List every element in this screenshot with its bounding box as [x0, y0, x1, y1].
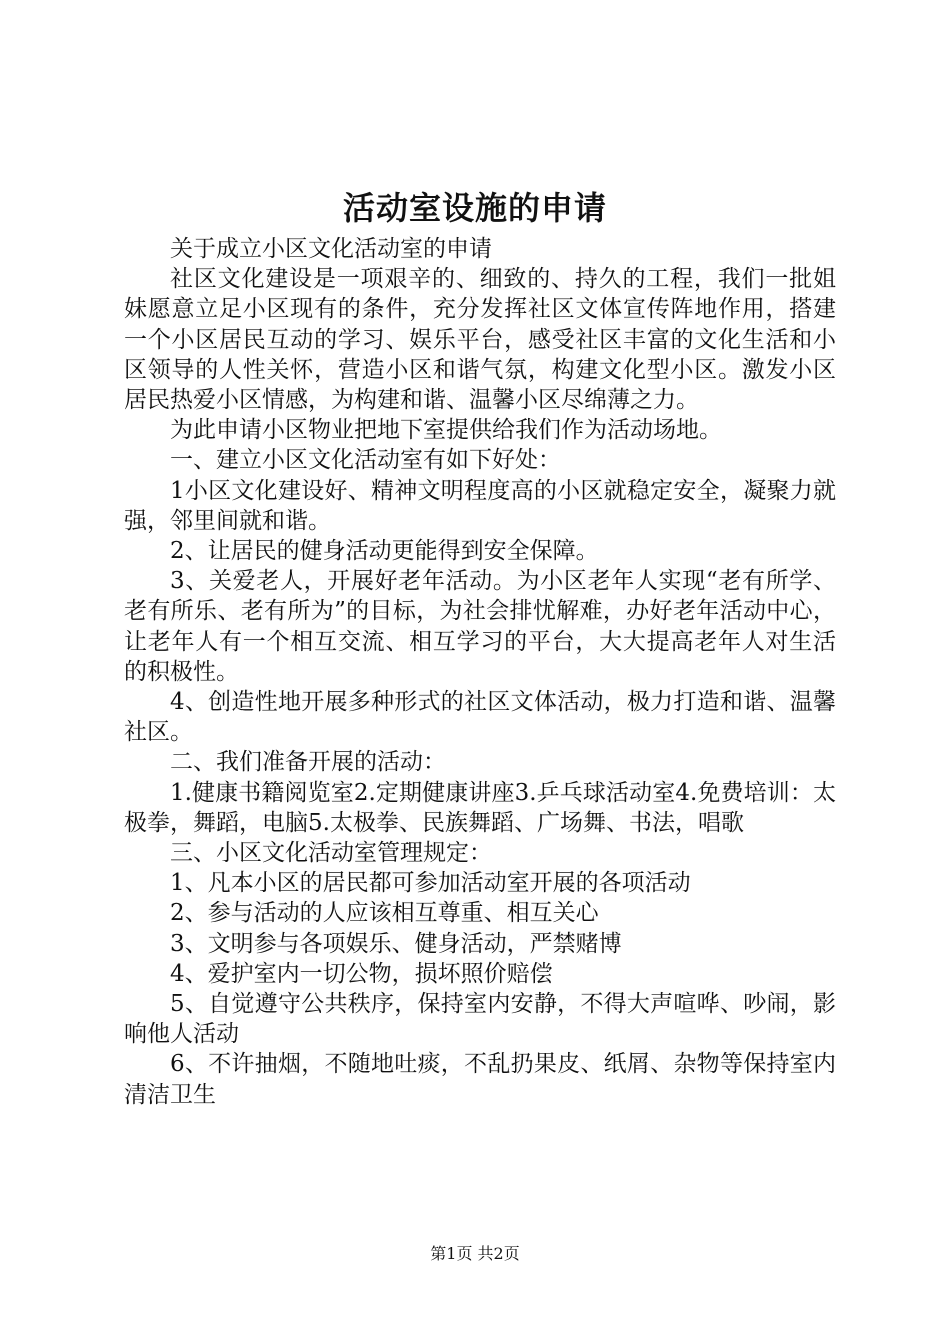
- document-title: 活动室设施的申请: [342, 189, 607, 227]
- document-body: [124, 234, 836, 1110]
- paragraph: 2、让居民的健身活动更能得到安全保障。: [170, 538, 599, 565]
- page-number: 第1页 共2页: [430, 1244, 520, 1263]
- paragraph: 为此申请小区物业把地下室提供给我们作为活动场地。: [170, 417, 722, 444]
- paragraph: 三、小区文化活动室管理规定：: [170, 840, 492, 867]
- paragraph: 1.健康书籍阅览室2.定期健康讲座3.乒乓球活动室4.免费培训：太极拳，舞蹈，电脑5.太极拳、民族舞蹈、广场舞、书法，唱歌: [124, 779, 836, 836]
- paragraph: 6、不许抽烟，不随地吐痰，不乱扔果皮、纸屑、杂物等保持室内清洁卫生: [124, 1051, 836, 1108]
- paragraph: 社区文化建设是一项艰辛的、细致的、持久的工程，我们一批姐妹愿意立足小区现有的条件，充分发挥社区文体宣传阵地作用，搭建一个小区居民互动的学习、娱乐平台，感受社区丰富的文化生活和小区领导的人性关怀，营造小区和谐气氛，构建文化型小区。激发小区居民热爱小区情感，为构建和谐、温馨小区尽绵薄之力。: [124, 266, 836, 414]
- paragraph: 3、文明参与各项娱乐、健身活动，严禁赌博: [170, 930, 622, 957]
- paragraph: 4、爱护室内一切公物，损坏照价赔偿: [170, 960, 553, 987]
- paragraph: 5、自觉遵守公共秩序，保持室内安静，不得大声喧哗、吵闹，影响他人活动: [124, 991, 836, 1048]
- paragraph: 4、创造性地开展多种形式的社区文体活动，极力打造和谐、温馨社区。: [124, 689, 836, 746]
- paragraph: 二、我们准备开展的活动：: [170, 749, 446, 776]
- paragraph: 2、参与活动的人应该相互尊重、相互关心: [170, 900, 599, 927]
- paragraph: 1、凡本小区的居民都可参加活动室开展的各项活动: [170, 870, 691, 897]
- paragraph: 3、关爱老人，开展好老年活动。为小区老年人实现“老有所学、老有所乐、老有所为”的目标，为社会排忧解难，办好老年活动中心，让老年人有一个相互交流、相互学习的平台，大大提高老年人对生活的积极性。: [124, 568, 836, 685]
- paragraph: 1小区文化建设好、精神文明程度高的小区就稳定安全，凝聚力就强，邻里间就和谐。: [124, 477, 836, 534]
- paragraph: 关于成立小区文化活动室的申请: [170, 236, 492, 262]
- paragraph: 一、建立小区文化活动室有如下好处：: [170, 447, 561, 474]
